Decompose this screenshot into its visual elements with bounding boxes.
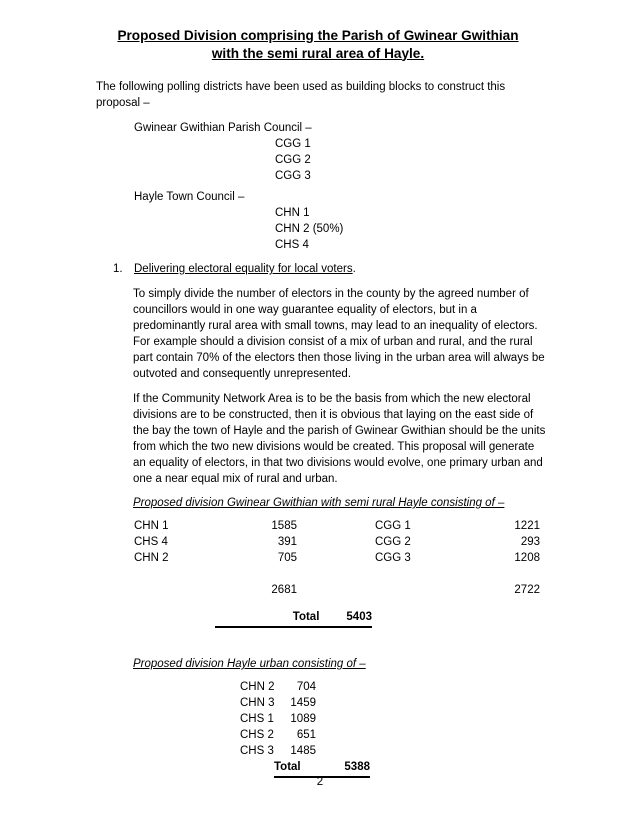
subtotal-value: 2681 [271,584,297,596]
division-1-heading: Proposed division Gwinear Gwithian with semi rural Hayle consisting of – [133,497,505,509]
division-2-heading: Proposed division Hayle urban consisting of – [133,658,366,670]
polling-item: CHN 1 [275,207,310,219]
total-label: Total [274,761,301,773]
section-1-heading [113,261,540,277]
paragraph-electoral-equality: To simply divide the number of electors in the county by the agreed number of councillors would in one way guarantee equality of electors, but in a predominantly rural area with small towns, may lead to an inequality of electors. For example should a division consist of a mix of urban and rural, and the rural part contain 70% of the electors then those living in the urban area will always be outvoted and consequently unrepresented. [133,288,545,380]
polling-group-items [275,205,540,253]
polling-group-items [275,136,540,184]
polling-item: CGG 1 [275,138,311,150]
page-number: 2 [316,776,324,788]
table-row [240,695,540,711]
table-row [240,711,540,727]
document-title [96,27,540,62]
elector-count: 1089 [290,713,316,725]
district-label: CGG 2 [375,536,411,548]
total-label: Total [292,611,320,623]
polling-item: CHS 4 [275,239,309,251]
elector-count: 1221 [514,520,540,532]
district-label: CHS 2 [240,729,274,741]
district-label: CHN 1 [134,520,169,532]
polling-item: CHN 2 (50%) [275,223,344,235]
polling-item: CGG 3 [275,170,311,182]
polling-group-hayle [134,189,540,253]
division-1-table [134,518,540,598]
elector-count: 293 [520,536,540,548]
total-value: 5403 [346,611,372,623]
subtotal-value: 2722 [514,584,540,596]
district-label: CHS 3 [240,745,274,757]
district-label: CHS 1 [240,713,274,725]
table-row [240,743,540,759]
district-label: CHN 2 [240,681,275,693]
document-title-line-2: with the semi rural area of Hayle. [211,45,425,61]
polling-group-gwinear [134,120,540,184]
section-heading-text: Delivering electoral equality for local voters. [134,263,356,275]
polling-item: CGG 2 [275,154,311,166]
polling-group-heading: Hayle Town Council – [134,191,245,203]
division-2-table [240,679,540,759]
table-row [240,679,540,695]
intro-paragraph: The following polling districts have been used as building blocks to construct this proposal – [96,81,506,109]
table-row [240,727,540,743]
district-label: CGG 1 [375,520,411,532]
district-label: CHS 4 [134,536,168,548]
paragraph-community-network: If the Community Network Area is to be the basis from which the new electoral divisions are to be constructed, then it is obvious that laying on the east side of the bay the town of Hayle and the parish of Gwinear Gwithian should be the units from which the two new divisions would be created. This proposal will generate an equality of electors, in that two divisions would evolve, one primary urban and one a near equal mix of rural and urban. [133,393,546,485]
elector-count: 391 [277,536,297,548]
table-row [134,550,540,566]
total-value: 5388 [344,761,370,773]
district-label: CHN 2 [134,552,169,564]
district-label: CGG 3 [375,552,411,564]
subtotal-row [134,582,540,598]
elector-count: 1459 [290,697,316,709]
elector-count: 1485 [290,745,316,757]
elector-count: 705 [277,552,297,564]
elector-count: 1208 [514,552,540,564]
table-row [134,518,540,534]
document-title-line-1: Proposed Division comprising the Parish of Gwinear Gwithian [117,28,519,43]
elector-count: 651 [296,729,316,741]
elector-count: 1585 [271,520,297,532]
polling-group-heading: Gwinear Gwithian Parish Council – [134,122,312,134]
district-label: CHN 3 [240,697,275,709]
table-row [134,534,540,550]
division-1-total-row [215,609,372,628]
section-number: 1. [113,263,123,275]
elector-count: 704 [296,681,316,693]
